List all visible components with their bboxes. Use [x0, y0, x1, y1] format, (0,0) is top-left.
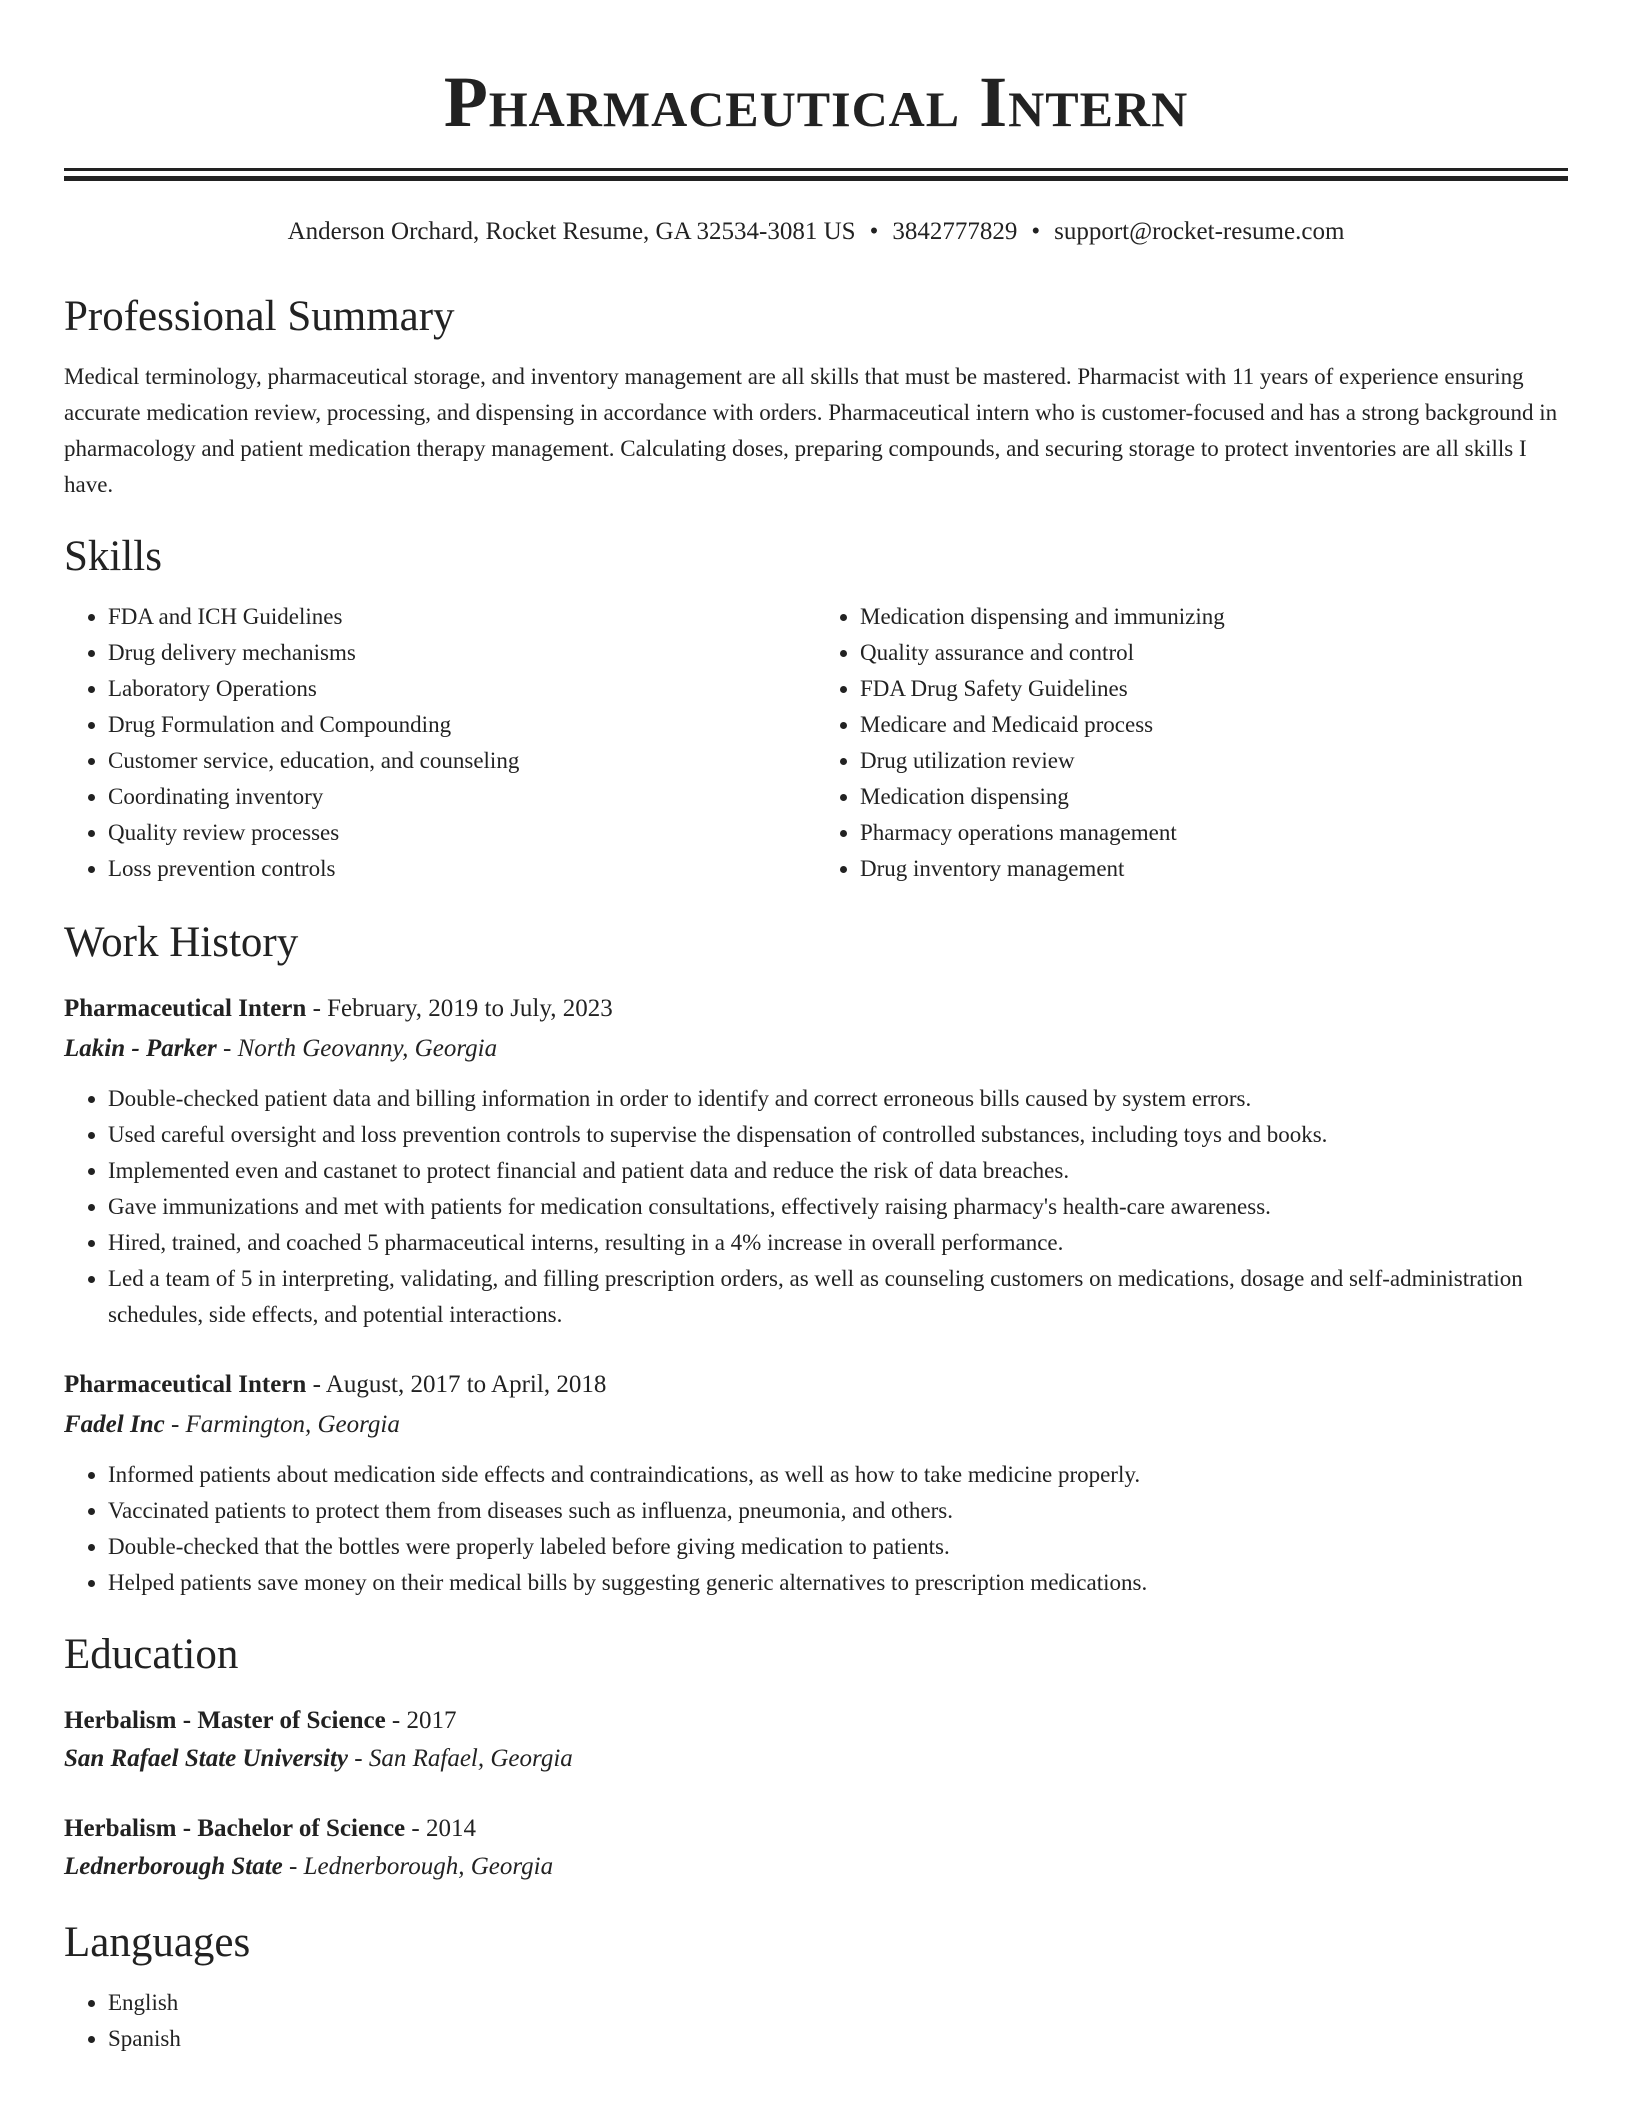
skill-item: • Drug delivery mechanisms	[108, 635, 816, 671]
job-title-line	[64, 1367, 1568, 1403]
skill-item: • Drug utilization review	[860, 743, 1568, 779]
skill-item: • Laboratory Operations	[108, 671, 816, 707]
education-year: - 2017	[385, 1707, 457, 1734]
job-bullet: • Hired, trained, and coached 5 pharmaceutical interns, resulting in a 4% increase in overall performance.	[108, 1225, 1568, 1261]
section-heading-summary: Professional Summary	[64, 293, 455, 340]
contact-separator: •	[869, 218, 879, 245]
job-bullet: • Informed patients about medication side effects and contraindications, as well as how to take medicine properly.	[108, 1457, 1568, 1493]
skill-item: • Pharmacy operations management	[860, 815, 1568, 851]
contact-phone: 3842777829	[892, 218, 1018, 245]
job-dates: - February, 2019 to July, 2023	[306, 995, 613, 1022]
skills-list-right	[816, 599, 1568, 887]
education-location: - Lednerborough, Georgia	[282, 1853, 554, 1880]
job-bullet: • Vaccinated patients to protect them from diseases such as influenza, pneumonia, and others.	[108, 1493, 1568, 1529]
title-rule-thin	[64, 168, 1568, 171]
section-heading-languages: Languages	[64, 1919, 251, 1966]
job-title: Pharmaceutical Intern	[64, 995, 307, 1022]
education-year: - 2014	[405, 1815, 476, 1842]
job-entry	[64, 991, 1568, 1333]
job-bullets	[64, 1081, 1568, 1333]
skill-item: • Quality review processes	[108, 815, 816, 851]
skill-item: • Quality assurance and control	[860, 635, 1568, 671]
job-entry	[64, 1367, 1568, 1601]
skill-item: • Loss prevention controls	[108, 851, 816, 887]
section-heading-skills: Skills	[64, 533, 162, 580]
education-school: San Rafael State University	[64, 1745, 349, 1772]
skill-item: • FDA Drug Safety Guidelines	[860, 671, 1568, 707]
job-location: - Farmington, Georgia	[164, 1411, 400, 1438]
job-bullet: • Implemented even and castanet to protect financial and patient data and reduce the risk of data breaches.	[108, 1153, 1568, 1189]
language-item: • English	[108, 1985, 1568, 2021]
contact-line	[64, 215, 1568, 249]
skill-item: • Medicare and Medicaid process	[860, 707, 1568, 743]
contact-separator: •	[1031, 218, 1041, 245]
resume-page	[64, 0, 1568, 2057]
section-heading-work-history: Work History	[64, 919, 299, 966]
education-school-line	[64, 1741, 1568, 1777]
job-bullet: • Double-checked that the bottles were properly labeled before giving medication to patients.	[108, 1529, 1568, 1565]
education-school: Lednerborough State	[64, 1853, 283, 1880]
language-item: • Spanish	[108, 2021, 1568, 2057]
education-degree-line	[64, 1703, 1568, 1739]
job-bullet: • Led a team of 5 in interpreting, validating, and filling prescription orders, as well as counseling customers on medications, dosage and self-administration schedules, side effects, and potential interactions.	[108, 1261, 1568, 1333]
job-title-line	[64, 991, 1568, 1027]
skills-columns	[64, 599, 1568, 887]
job-bullet: • Helped patients save money on their medical bills by suggesting generic alternatives to prescription medications.	[108, 1565, 1568, 1601]
section-heading-education: Education	[64, 1631, 239, 1678]
title-rule-thick	[64, 176, 1568, 181]
education-location: - San Rafael, Georgia	[348, 1745, 573, 1772]
education-degree: Herbalism - Master of Science	[64, 1707, 386, 1734]
summary-text: Medical terminology, pharmaceutical storage, and inventory management are all skills that must be mastered. Pharmacist with 11 years of experience ensuring accurate medication review, processing, and dispensing in accordance with orders. Pharmaceutical intern who is customer-focused and has a strong background in pharmacology and patient medication therapy management. Calculating doses, preparing compounds, and securing storage to protect inventories are all skills I have.	[64, 364, 1558, 497]
education-degree: Herbalism - Bachelor of Science	[64, 1815, 406, 1842]
resume-title: Pharmaceutical Intern	[443, 62, 1189, 142]
education-school-line	[64, 1849, 1568, 1885]
job-bullet: • Gave immunizations and met with patients for medication consultations, effectively raising pharmacy's health-care awareness.	[108, 1189, 1568, 1225]
languages-list	[64, 1985, 1568, 2057]
job-company-line	[64, 1407, 1568, 1443]
skill-item: • Medication dispensing and immunizing	[860, 599, 1568, 635]
education-entry	[64, 1811, 1568, 1885]
skill-item: • FDA and ICH Guidelines	[108, 599, 816, 635]
job-dates: - August, 2017 to April, 2018	[306, 1371, 607, 1398]
skill-item: • Drug inventory management	[860, 851, 1568, 887]
job-bullet: • Used careful oversight and loss prevention controls to supervise the dispensation of controlled substances, including toys and books.	[108, 1117, 1568, 1153]
job-title: Pharmaceutical Intern	[64, 1371, 307, 1398]
skill-item: • Coordinating inventory	[108, 779, 816, 815]
skill-item: • Medication dispensing	[860, 779, 1568, 815]
skill-item: • Customer service, education, and counseling	[108, 743, 816, 779]
education-entry	[64, 1703, 1568, 1777]
contact-email: support@rocket-resume.com	[1054, 218, 1345, 245]
job-company: Fadel Inc	[64, 1411, 165, 1438]
skill-item: • Drug Formulation and Compounding	[108, 707, 816, 743]
job-company-line	[64, 1031, 1568, 1067]
contact-address: Anderson Orchard, Rocket Resume, GA 32534-3081 US	[287, 218, 856, 245]
job-location: - North Geovanny, Georgia	[216, 1035, 498, 1062]
education-degree-line	[64, 1811, 1568, 1847]
skills-list-left	[64, 599, 816, 887]
job-company: Lakin - Parker	[64, 1035, 217, 1062]
job-bullet: • Double-checked patient data and billing information in order to identify and correct erroneous bills caused by system errors.	[108, 1081, 1568, 1117]
job-bullets	[64, 1457, 1568, 1601]
